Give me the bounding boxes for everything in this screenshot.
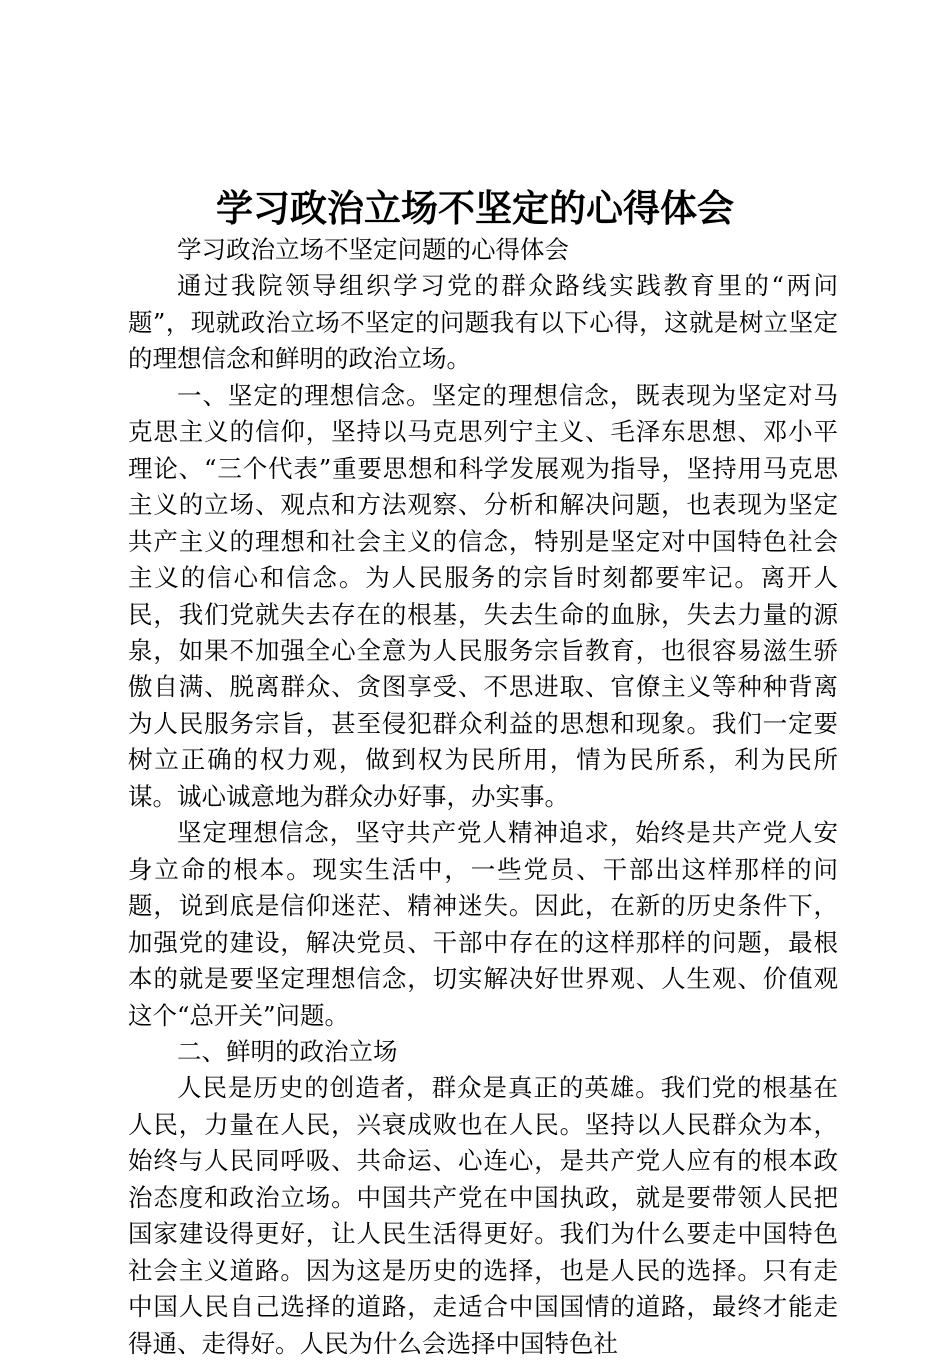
people-paragraph: 人民是历史的创造者，群众是真正的英雄。我们党的根基在人民，力量在人民，兴衰成败也在人民。坚持以人民群众为本，始终与人民同呼吸、共命运、心连心，是共产党人应有的根本政治态度和政治立场。中国共产党在中国执政，就是要带领人民把国家建设得更好，让人民生活得更好。我们为什么要走中国特色社会主义道路。因为这是历史的选择，也是人民的选择。只有走中国人民自己选择的道路，走适合中国国情的道路，最终才能走得通、走得好。人民为什么会选择中国特色社	[128, 1073, 838, 1358]
section-one-paragraph: 一、坚定的理想信念。坚定的理想信念，既表现为坚定对马克思主义的信仰，坚持以马克思列宁主义、毛泽东思想、邓小平理论、“三个代表”重要思想和科学发展观为指导，坚持用马克思主义的立场、观点和方法观察、分析和解决问题，也表现为坚定共产主义的理想和社会主义的信念，特别是坚定对中国特色社会主义的信心和信念。为人民服务的宗旨时刻都要牢记。离开人民，我们党就失去存在的根基，失去生命的血脉，失去力量的源泉，如果不加强全心全意为人民服务宗旨教育，也很容易滋生骄傲自满、脱离群众、贪图享受、不思进取、官僚主义等种种背离为人民服务宗旨，甚至侵犯群众利益的思想和现象。我们一定要树立正确的权力观，做到权为民所用，情为民所系，利为民所谋。诚心诚意地为群众办好事，办实事。	[128, 380, 838, 811]
intro-paragraph: 通过我院领导组织学习党的群众路线实践教育里的“两问题”，现就政治立场不坚定的问题我有以下心得，这就是树立坚定的理想信念和鲜明的政治立场。	[128, 271, 838, 374]
ideals-paragraph: 坚定理想信念，坚守共产党人精神追求，始终是共产党人安身立命的根本。现实生活中，一些党员、干部出这样那样的问题，说到底是信仰迷茫、精神迷失。因此，在新的历史条件下，加强党的建设，解决党员、干部中存在的这样那样的问题，最根本的就是要坚定理想信念，切实解决好世界观、人生观、价值观这个“总开关”问题。	[128, 818, 838, 1030]
section-two-heading: 二、鲜明的政治立场	[177, 1036, 398, 1066]
subtitle-paragraph: 学习政治立场不坚定问题的心得体会	[177, 235, 569, 264]
document-body	[128, 232, 838, 1362]
document-title: 学习政治立场不坚定的心得体会	[216, 187, 734, 230]
